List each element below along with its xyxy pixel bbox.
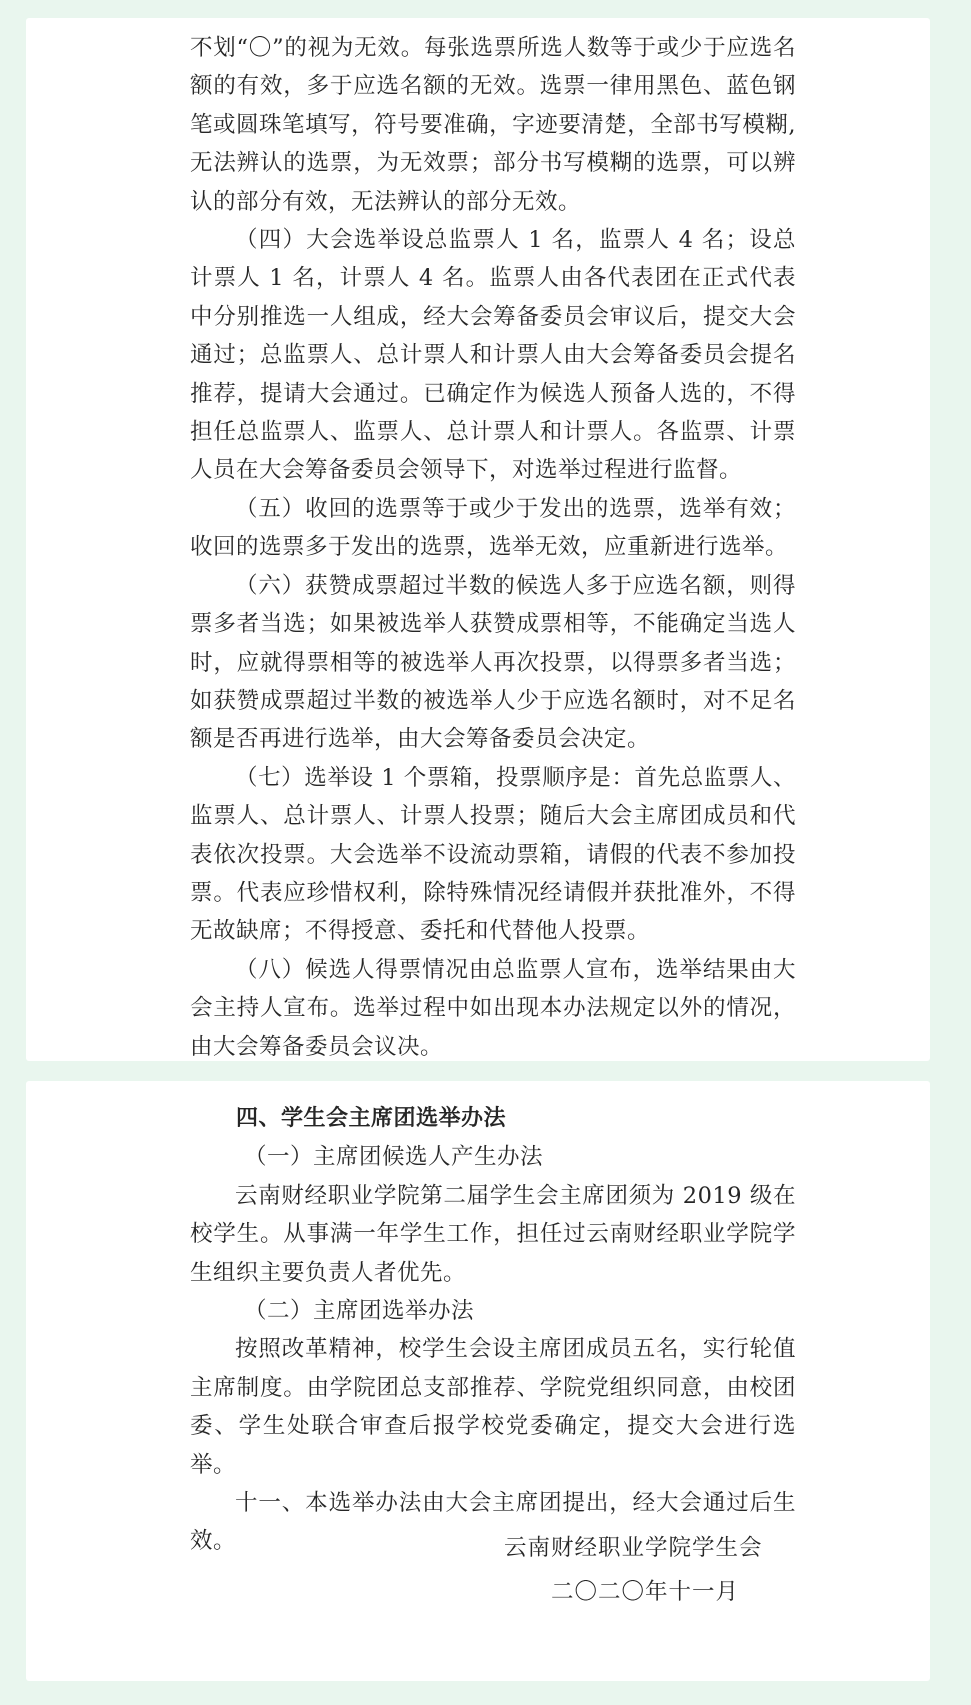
paragraph-clause-11: 十一、本选举办法由大会主席团提出，经大会通过后生效。 xyxy=(190,1490,796,1555)
paragraph-clause-6: （六）获赞成票超过半数的候选人多于应选名额，则得票多者当选；如果被选举人获赞成票相等，不能确定当选人时，应就得票相等的被选举人再次投票，以得票多者当选；如获赞成票超过半数的被选举人少于应选名额时，对不足名额是否再进行选举，由大会筹备委员会决定。 xyxy=(190,572,796,753)
subheading-candidates: （一）主席团候选人产生办法 xyxy=(244,1144,544,1171)
signature-date: 二〇二〇年十一月 xyxy=(551,1579,740,1605)
document-card-upper xyxy=(26,18,930,1061)
document-card-lower xyxy=(26,1081,930,1681)
paragraph-clause-8: （八）候选人得票情况由总监票人宣布，选举结果由大会主持人宣布。选举过程中如出现本办法规定以外的情况，由大会筹备委员会议决。 xyxy=(190,956,796,1060)
signature-organization: 云南财经职业学院学生会 xyxy=(504,1535,763,1561)
section-heading: 四、学生会主席团选举办法 xyxy=(236,1106,507,1131)
subheading-election: （二）主席团选举办法 xyxy=(244,1298,475,1325)
paragraph-ballot-validity: 不划“〇”的视为无效。每张选票所选人数等于或少于应选名额的有效，多于应选名额的无效。选票一律用黑色、蓝色钢笔或圆珠笔填写，符号要准确，字迹要清楚，全部书写模糊,无法辨认的选票，为无效票；部分书写模糊的选票，可以辨认的部分有效，无法辨认的部分无效。 xyxy=(190,35,796,215)
paragraph-candidates: 云南财经职业学院第二届学生会主席团须为 2019 级在校学生。从事满一年学生工作，担任过云南财经职业学院学生组织主要负责人者优先。 xyxy=(190,1182,796,1286)
paragraph-clause-7: （七）选举设 1 个票箱，投票顺序是：首先总监票人、监票人、总计票人、计票人投票；随后大会主席团成员和代表依次投票。大会选举不设流动票箱，请假的代表不参加投票。代表应珍惜权利，除特殊情况经请假并获批准外，不得无故缺席；不得授意、委托和代替他人投票。 xyxy=(190,764,796,945)
paragraph-clause-5: （五）收回的选票等于或少于发出的选票，选举有效；收回的选票多于发出的选票，选举无效，应重新进行选举。 xyxy=(190,495,796,561)
paragraph-clause-4: （四）大会选举设总监票人 1 名，监票人 4 名；设总计票人 1 名，计票人 4 名。监票人由各代表团在正式代表中分别推选一人组成，经大会筹备委员会审议后，提交大会通过；总监票人、总计票人和计票人由大会筹备委员会提名推荐，提请大会通过。已确定作为候选人预备人选的，不得担任总监票人、监票人、总计票人和计票人。各监票、计票人员在大会筹备委员会领导下，对选举过程进行监督。 xyxy=(190,227,796,484)
paragraph-election: 按照改革精神，校学生会设主席团成员五名，实行轮值主席制度。由学院团总支部推荐、学院党组织同意，由校团委、学生处联合审查后报学校党委确定，提交大会进行选举。 xyxy=(190,1336,796,1478)
